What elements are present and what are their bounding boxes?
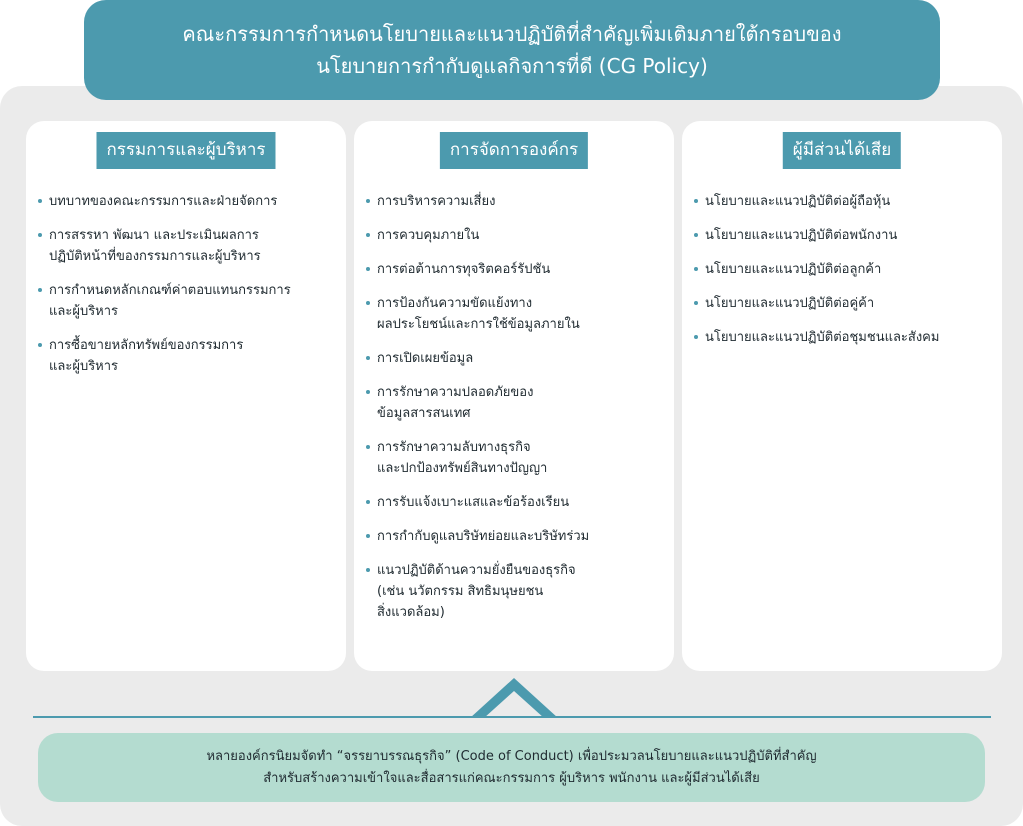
list-item [694, 327, 994, 348]
list-item-text: นโยบายและแนวปฏิบัติต่อผู้ถือหุ้น [705, 194, 891, 209]
bullet-dot-icon [694, 267, 698, 271]
list-item-text: การรับแจ้งเบาะแสและข้อร้องเรียน [377, 495, 570, 510]
bullet-dot-icon [366, 267, 370, 271]
list-item-text: นโยบายและแนวปฏิบัติต่อชุมชนและสังคม [705, 330, 940, 345]
list-item-text: นโยบายและแนวปฏิบัติต่อลูกค้า [705, 262, 882, 277]
list-item-text: การป้องกันความขัดแย้งทาง ผลประโยชน์และการใช้ข้อมูลภายใน [377, 296, 580, 332]
bullet-dot-icon [38, 233, 42, 237]
bullet-dot-icon [366, 534, 370, 538]
list-item [366, 382, 666, 424]
list-item-text: การเปิดเผยข้อมูล [377, 351, 474, 366]
column-title-directors-executives: กรรมการและผู้บริหาร [96, 132, 275, 169]
list-item [38, 280, 338, 322]
bullet-dot-icon [366, 301, 370, 305]
column-card-stakeholders [682, 121, 1002, 671]
list-item-text: การรักษาความลับทางธุรกิจ และปกป้องทรัพย์สินทางปัญญา [377, 440, 548, 476]
list-item [366, 259, 666, 280]
list-item-text: การควบคุมภายใน [377, 228, 480, 243]
list-item [694, 293, 994, 314]
list-item-text: การสรรหา พัฒนา และประเมินผลการ ปฏิบัติหน้าที่ของกรรมการและผู้บริหาร [49, 228, 261, 264]
footer-note-box [38, 733, 985, 802]
column-list-directors-executives [38, 191, 338, 390]
footer-note-line-2: สำหรับสร้างความเข้าใจและสื่อสารแก่คณะกรรมการ ผู้บริหาร พนักงาน และผู้มีส่วนได้เสีย [263, 770, 760, 786]
list-item-text: การรักษาความปลอดภัยของ ข้อมูลสารสนเทศ [377, 385, 534, 421]
bullet-dot-icon [694, 301, 698, 305]
divider-line [33, 716, 991, 718]
list-item [38, 335, 338, 377]
list-item [366, 348, 666, 369]
bullet-dot-icon [366, 356, 370, 360]
list-item [366, 191, 666, 212]
list-item-text: การต่อต้านการทุจริตคอร์รัปชัน [377, 262, 551, 277]
column-card-organization-management [354, 121, 674, 671]
bullet-dot-icon [366, 390, 370, 394]
list-item-text: แนวปฏิบัติด้านความยั่งยืนของธุรกิจ (เช่น นวัตกรรม สิทธิมนุษยชน สิ่งแวดล้อม) [377, 563, 576, 620]
list-item-text: บทบาทของคณะกรรมการและฝ่ายจัดการ [49, 194, 278, 209]
list-item [366, 437, 666, 479]
list-item [38, 191, 338, 212]
header-title-line-1: คณะกรรมการกำหนดนโยบายและแนวปฏิบัติที่สำคัญเพิ่มเติมภายใต้กรอบของ [182, 22, 842, 46]
list-item-text: นโยบายและแนวปฏิบัติต่อพนักงาน [705, 228, 898, 243]
list-item-text: การกำหนดหลักเกณฑ์ค่าตอบแทนกรรมการ และผู้บริหาร [49, 283, 291, 319]
column-title-organization-management: การจัดการองค์กร [440, 132, 588, 169]
footer-note-line-1: หลายองค์กรนิยมจัดทำ “จรรยาบรรณธุรกิจ” (Code of Conduct) เพื่อประมวลนโยบายและแนวปฏิบัติที่สำคัญ [206, 748, 817, 764]
header-banner [84, 0, 940, 100]
bullet-dot-icon [366, 568, 370, 572]
column-list-stakeholders [694, 191, 994, 361]
bullet-dot-icon [38, 199, 42, 203]
list-item [694, 259, 994, 280]
bullet-dot-icon [366, 445, 370, 449]
list-item [694, 191, 994, 212]
bullet-dot-icon [38, 288, 42, 292]
column-list-organization-management [366, 191, 666, 636]
column-card-directors-executives [26, 121, 346, 671]
bullet-dot-icon [694, 335, 698, 339]
list-item-text: การกำกับดูแลบริษัทย่อยและบริษัทร่วม [377, 529, 590, 544]
list-item-text: การซื้อขายหลักทรัพย์ของกรรมการ และผู้บริหาร [49, 338, 244, 374]
column-title-stakeholders: ผู้มีส่วนได้เสีย [783, 132, 901, 169]
up-arrow-connector [470, 678, 558, 718]
bullet-dot-icon [694, 233, 698, 237]
list-item [38, 225, 338, 267]
bullet-dot-icon [38, 343, 42, 347]
bullet-dot-icon [366, 199, 370, 203]
list-item [366, 492, 666, 513]
list-item [366, 293, 666, 335]
list-item [366, 560, 666, 623]
list-item [366, 225, 666, 246]
bullet-dot-icon [694, 199, 698, 203]
bullet-dot-icon [366, 500, 370, 504]
list-item [366, 526, 666, 547]
list-item-text: นโยบายและแนวปฏิบัติต่อคู่ค้า [705, 296, 875, 311]
bullet-dot-icon [366, 233, 370, 237]
list-item-text: การบริหารความเสี่ยง [377, 194, 496, 209]
list-item [694, 225, 994, 246]
header-title-line-2: นโยบายการกำกับดูแลกิจการที่ดี (CG Policy) [316, 54, 708, 78]
